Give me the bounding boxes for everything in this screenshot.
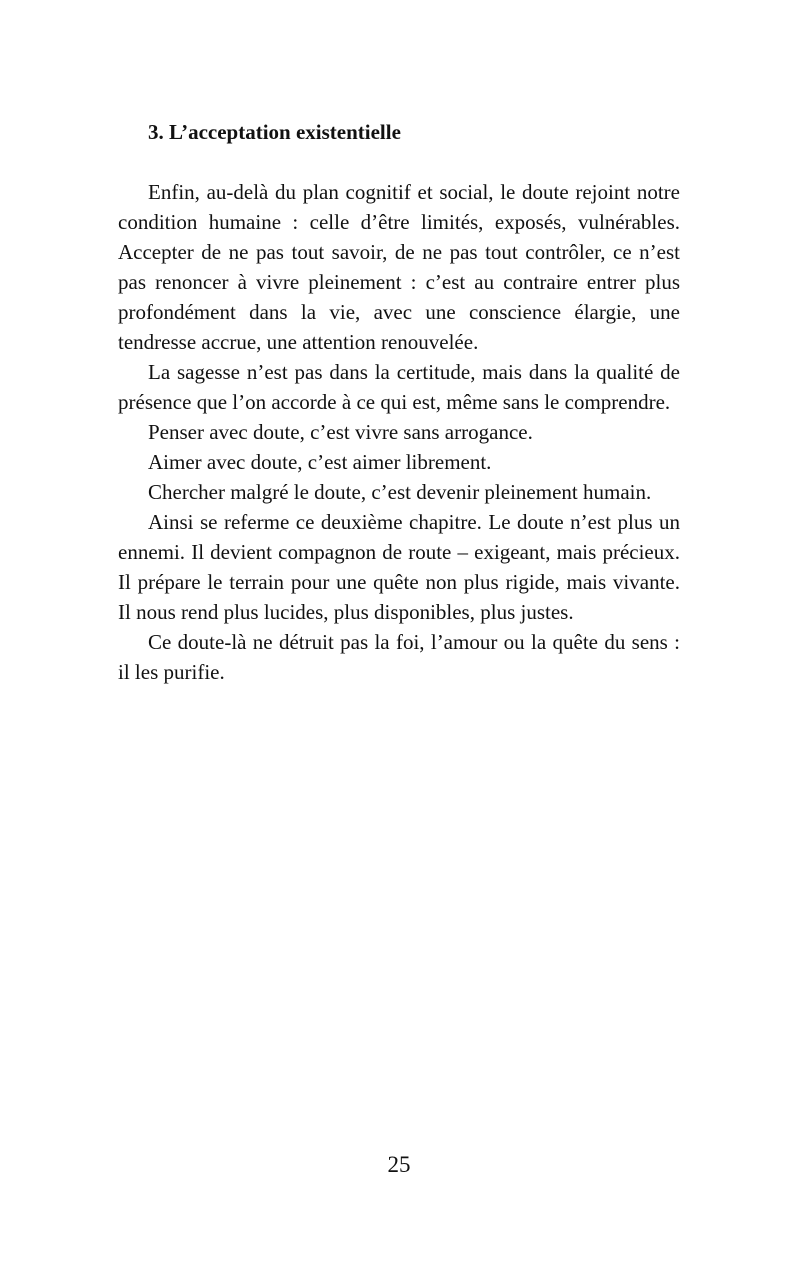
page-number: 25 (387, 1152, 411, 1177)
paragraph: Aimer avec doute, c’est aimer librement. (148, 450, 492, 474)
page-body (118, 117, 680, 687)
paragraph: Penser avec doute, c’est vivre sans arrogance. (148, 420, 533, 444)
section-heading: 3. L’acceptation existentielle (148, 120, 401, 144)
paragraph: Enfin, au-delà du plan cognitif et social, le doute rejoint notre condition humaine : celle d’être limités, exposés, vulnérables. Accepter de ne pas tout savoir, de ne pas tout contrôler, ce n’est pas renoncer à vivre pleinement : c’est au contraire entrer plus profondément dans la vie, avec une conscience élargie, une tendresse accrue, une attention renouvelée. (118, 180, 680, 354)
paragraph: Chercher malgré le doute, c’est devenir pleinement humain. (148, 480, 652, 504)
paragraph: La sagesse n’est pas dans la certitude, mais dans la qualité de présence que l’on accorde à ce qui est, même sans le comprendre. (118, 360, 680, 414)
paragraph: Ainsi se referme ce deuxième chapitre. Le doute n’est plus un ennemi. Il devient compagnon de route – exigeant, mais précieux. Il prépare le terrain pour une quête non plus rigide, mais vivante. Il nous rend plus lucides, plus disponibles, plus justes. (118, 510, 680, 624)
paragraph: Ce doute-là ne détruit pas la foi, l’amour ou la quête du sens : il les purifie. (118, 630, 680, 684)
